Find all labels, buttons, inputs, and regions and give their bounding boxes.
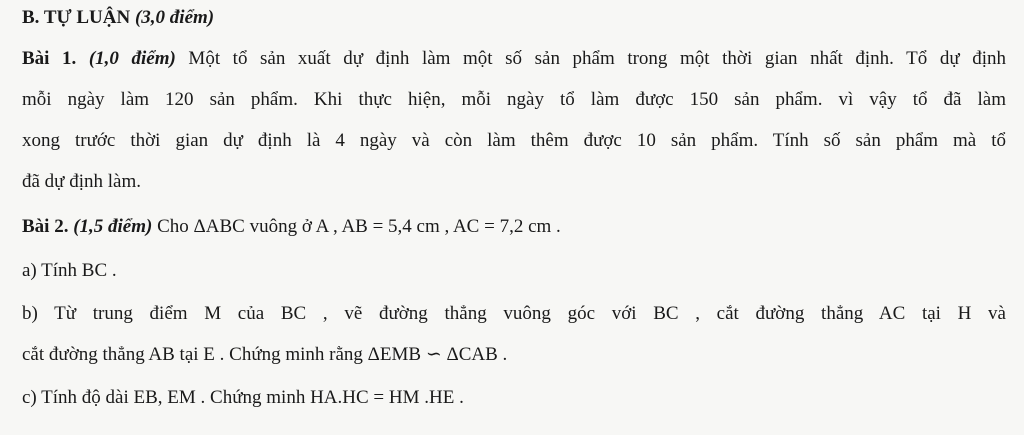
problem2-part-a: a) Tính BC . xyxy=(22,260,117,281)
section-heading xyxy=(22,6,1006,30)
problem1-label: Bài 1. xyxy=(22,48,77,69)
problem2-statement: Cho ΔABC vuông ở A , AB = 5,4 cm , AC = 7,2 cm . xyxy=(157,216,561,237)
problem2-part-b-line1: b) Từ trung điểm M của BC , vẽ đường thẳng vuông góc với BC , cắt đường thẳng AC tại H và xyxy=(22,303,1006,324)
problem1-line4: đã dự định làm. xyxy=(22,171,142,192)
problem1-line1 xyxy=(22,47,1006,71)
problem2-part-c: c) Tính độ dài EB, EM . Chứng minh HA.HC = HM .HE . xyxy=(22,387,464,408)
section-title: B. TỰ LUẬN xyxy=(22,7,131,28)
problem1-line2: mỗi ngày làm 120 sản phẩm. Khi thực hiện, mỗi ngày tổ làm được 150 sản phẩm. vì vậy tổ đã làm xyxy=(22,89,1006,110)
problem2-label: Bài 2. xyxy=(22,216,69,237)
problem2-part-b-line2: cắt đường thẳng AB tại E . Chứng minh rằng ΔEMB ∽ ΔCAB . xyxy=(22,344,508,365)
problem2-statement-line xyxy=(22,215,1006,239)
problem2-points: (1,5 điểm) xyxy=(73,216,153,237)
problem1-line3: xong trước thời gian dự định là 4 ngày và còn làm thêm được 10 sản phẩm. Tính số sản phẩm mà tổ xyxy=(22,130,1006,151)
problem1-text: Một tổ sản xuất dự định làm một số sản phẩm trong một thời gian nhất định. Tổ dự định xyxy=(188,48,1007,69)
problem1-points: (1,0 điểm) xyxy=(88,48,176,69)
section-points: (3,0 điểm) xyxy=(134,7,215,28)
